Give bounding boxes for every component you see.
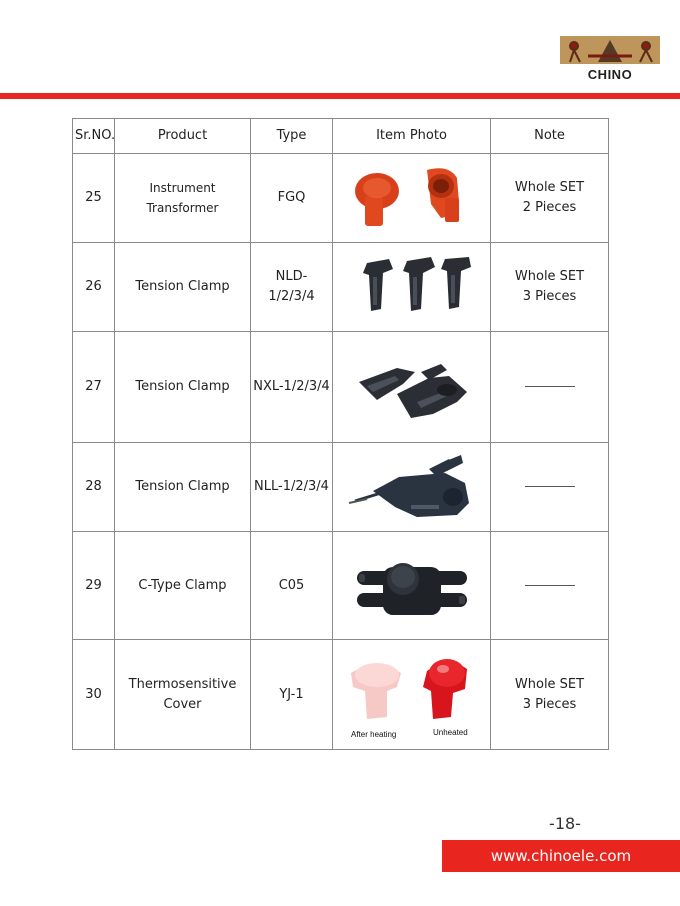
row-number: 25: [73, 154, 115, 243]
table-row: [73, 640, 609, 750]
column-header-photo: Item Photo: [333, 119, 491, 154]
website-link[interactable]: www.chinoele.com: [490, 847, 632, 865]
table-row: [73, 532, 609, 640]
note-cell: [491, 443, 609, 532]
note-cell: [491, 154, 609, 243]
product-type: NLL-1/2/3/4: [251, 443, 333, 532]
note-line: 2 Pieces: [522, 200, 577, 215]
black-clamp-cover-icon: [337, 447, 487, 527]
photo-caption-unheated: Unheated: [432, 727, 468, 737]
item-photo: [333, 332, 491, 443]
row-number: 28: [73, 443, 115, 532]
table-row: [73, 332, 609, 443]
note-line: Whole SET: [514, 180, 585, 195]
photo-caption-after-heating: After heating: [350, 729, 396, 739]
product-name: [115, 640, 251, 750]
product-type: FGQ: [251, 154, 333, 243]
table-row: [73, 243, 609, 332]
row-number: 26: [73, 243, 115, 332]
column-header-no: Sr.NO.: [73, 119, 115, 154]
note-line: 3 Pieces: [522, 696, 577, 712]
note-line: Whole SET: [514, 269, 585, 284]
product-name-line: Cover: [163, 696, 202, 712]
note-dash: [525, 386, 575, 387]
row-number: 29: [73, 532, 115, 640]
note-line: Whole SET: [514, 676, 585, 692]
product-name: C-Type Clamp: [115, 532, 251, 640]
black-clamp-cover-icon: [337, 342, 487, 432]
product-table: [72, 118, 609, 750]
note-cell: [491, 243, 609, 332]
item-photo: [333, 154, 491, 243]
table-row: [73, 154, 609, 243]
column-header-type: Type: [251, 119, 333, 154]
product-name-line: Thermosensitive: [128, 676, 237, 692]
table-header-row: [73, 119, 609, 154]
item-photo: [333, 243, 491, 332]
chino-logo: [560, 36, 660, 82]
website-banner: [442, 840, 680, 872]
note-line: 3 Pieces: [522, 289, 577, 304]
header-divider: [0, 93, 680, 99]
note-cell: [491, 332, 609, 443]
note-cell: [491, 640, 609, 750]
note-dash: [525, 486, 575, 487]
black-c-clamp-cover-icon: [337, 541, 487, 631]
black-clamp-covers-icon: [337, 247, 487, 327]
table-row: [73, 443, 609, 532]
product-name: Tension Clamp: [115, 443, 251, 532]
item-photo: [333, 532, 491, 640]
note-cell: [491, 532, 609, 640]
product-name: Instrument Transformer: [115, 154, 251, 243]
logo-text: CHINO: [587, 67, 633, 82]
product-type: NLD-1/2/3/4: [251, 243, 333, 332]
product-type: YJ-1: [251, 640, 333, 750]
product-type: NXL-1/2/3/4: [251, 332, 333, 443]
column-header-product: Product: [115, 119, 251, 154]
row-number: 30: [73, 640, 115, 750]
product-name: Tension Clamp: [115, 243, 251, 332]
item-photo: [333, 640, 491, 750]
heat-cover-icon: [337, 647, 487, 743]
red-transformer-cover-icon: [337, 158, 487, 238]
column-header-note: Note: [491, 119, 609, 154]
note-dash: [525, 585, 575, 586]
product-type: C05: [251, 532, 333, 640]
row-number: 27: [73, 332, 115, 443]
page-number: -18-: [549, 814, 581, 833]
item-photo: [333, 443, 491, 532]
product-name: Tension Clamp: [115, 332, 251, 443]
